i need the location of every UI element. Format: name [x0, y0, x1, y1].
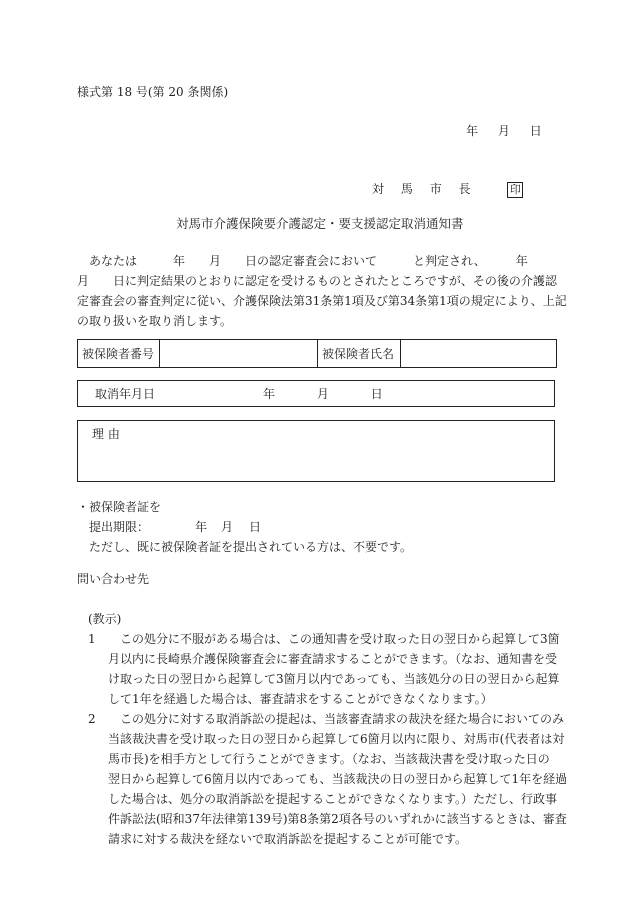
- mayor-char-3: 市: [429, 182, 442, 196]
- cancellation-date-field[interactable]: [263, 385, 421, 402]
- note-line: して1年を経過した場合は、審査請求をすることができなくなります。）: [108, 692, 493, 706]
- cancellation-day: 日: [370, 387, 383, 401]
- note-line: この処分に不服がある場合は、この通知書を受け取った日の翌日から起算して3箇: [120, 632, 560, 646]
- insured-info-table: [77, 339, 557, 368]
- form-number: 様式第 18 号(第 20 条関係): [77, 85, 229, 99]
- document-title: 対馬市介護保険要介護認定・要支援認定取消通知書: [176, 216, 464, 231]
- issue-date: [466, 122, 558, 139]
- notice-body: [77, 251, 567, 331]
- note-line: 件訴訟法(昭和37年法律第139号)第8条第2項各号のいずれかに該当するときは、審査: [108, 812, 567, 826]
- note-number: 1: [88, 632, 96, 646]
- note-item-1: [88, 629, 558, 709]
- body-line: 定審査会の審査判定に従い、介護保険法第31条第1項及び第34条第1項の規定により、上記: [77, 294, 567, 308]
- body-line: あなたは 年 月 日の認定審査会において と判定され、 年: [77, 254, 528, 268]
- notes-heading: (教示): [88, 612, 122, 626]
- card-deadline-line: [77, 517, 412, 537]
- note-line: 請求に対する裁決を経ないで取消訴訟を提起することが可能です。: [108, 832, 468, 846]
- card-return-heading: ・被保険者証を: [77, 500, 162, 514]
- deadline-label: 提出期限：: [89, 520, 150, 534]
- note-number: 2: [88, 712, 96, 726]
- note-item-2: [88, 709, 568, 849]
- note-line: 月以内に長崎県介護保険審査会に審査請求することができます。（なお、通知書を受: [108, 652, 558, 666]
- insured-name-label: 被保険者氏名: [318, 340, 401, 367]
- reason-box[interactable]: [77, 420, 555, 482]
- insured-number-label: 被保険者番号: [78, 340, 160, 367]
- cancellation-month: 月: [316, 387, 329, 401]
- insured-number-field[interactable]: [160, 340, 318, 367]
- issue-date-month: 月: [497, 124, 510, 138]
- note-line: け取った日の翌日から起算して3箇月以内であっても、当該処分の日の翌日から起算: [108, 672, 560, 686]
- issue-date-day: 日: [529, 124, 542, 138]
- note-line: この処分に対する取消訴訟の提起は、当該審査請求の裁決を経た場合においてのみ: [120, 712, 565, 726]
- card-note: ただし、既に被保険者証を提出されている方は、不要です。: [89, 540, 413, 554]
- reason-label: 理 由: [92, 427, 120, 441]
- mayor-char-2: 馬: [400, 182, 413, 196]
- note-line: した場合は、処分の取消訴訟を提起することができなくなります。）ただし、行政事: [108, 792, 558, 806]
- note-line: 馬市長)を相手方として行うことができます。（なお、当該裁決書を受け取った日の: [108, 752, 550, 766]
- deadline-day: 日: [249, 520, 262, 534]
- issuer-mayor: [372, 180, 523, 198]
- instruction-notes: [88, 609, 568, 849]
- cancellation-date-box: [77, 380, 555, 407]
- body-line: 月 日に判定結果のとおりに認定を受けるものとされたところですが、その後の介護認: [77, 274, 557, 288]
- note-line: 当該裁決書を受け取った日の翌日から起算して6箇月以内に限り、対馬市(代表者は対: [108, 732, 565, 746]
- mayor-char-4: 長: [458, 182, 471, 196]
- deadline-month: 月: [221, 520, 234, 534]
- contact-label: 問い合わせ先: [77, 572, 150, 586]
- mayor-char-1: 対: [372, 182, 385, 196]
- deadline-year: 年: [195, 520, 208, 534]
- issue-date-year: 年: [466, 124, 479, 138]
- card-return-section: [77, 497, 412, 557]
- body-line: の取り扱いを取り消します。: [77, 314, 233, 328]
- cancellation-year: 年: [263, 387, 276, 401]
- insured-name-field[interactable]: [401, 340, 556, 367]
- cancellation-date-label: 取消年月日: [95, 387, 156, 401]
- seal-stamp: 印: [507, 182, 523, 198]
- note-line: 翌日から起算して6箇月以内であっても、当該裁決の日の翌日から起算して1年を経過: [108, 772, 568, 786]
